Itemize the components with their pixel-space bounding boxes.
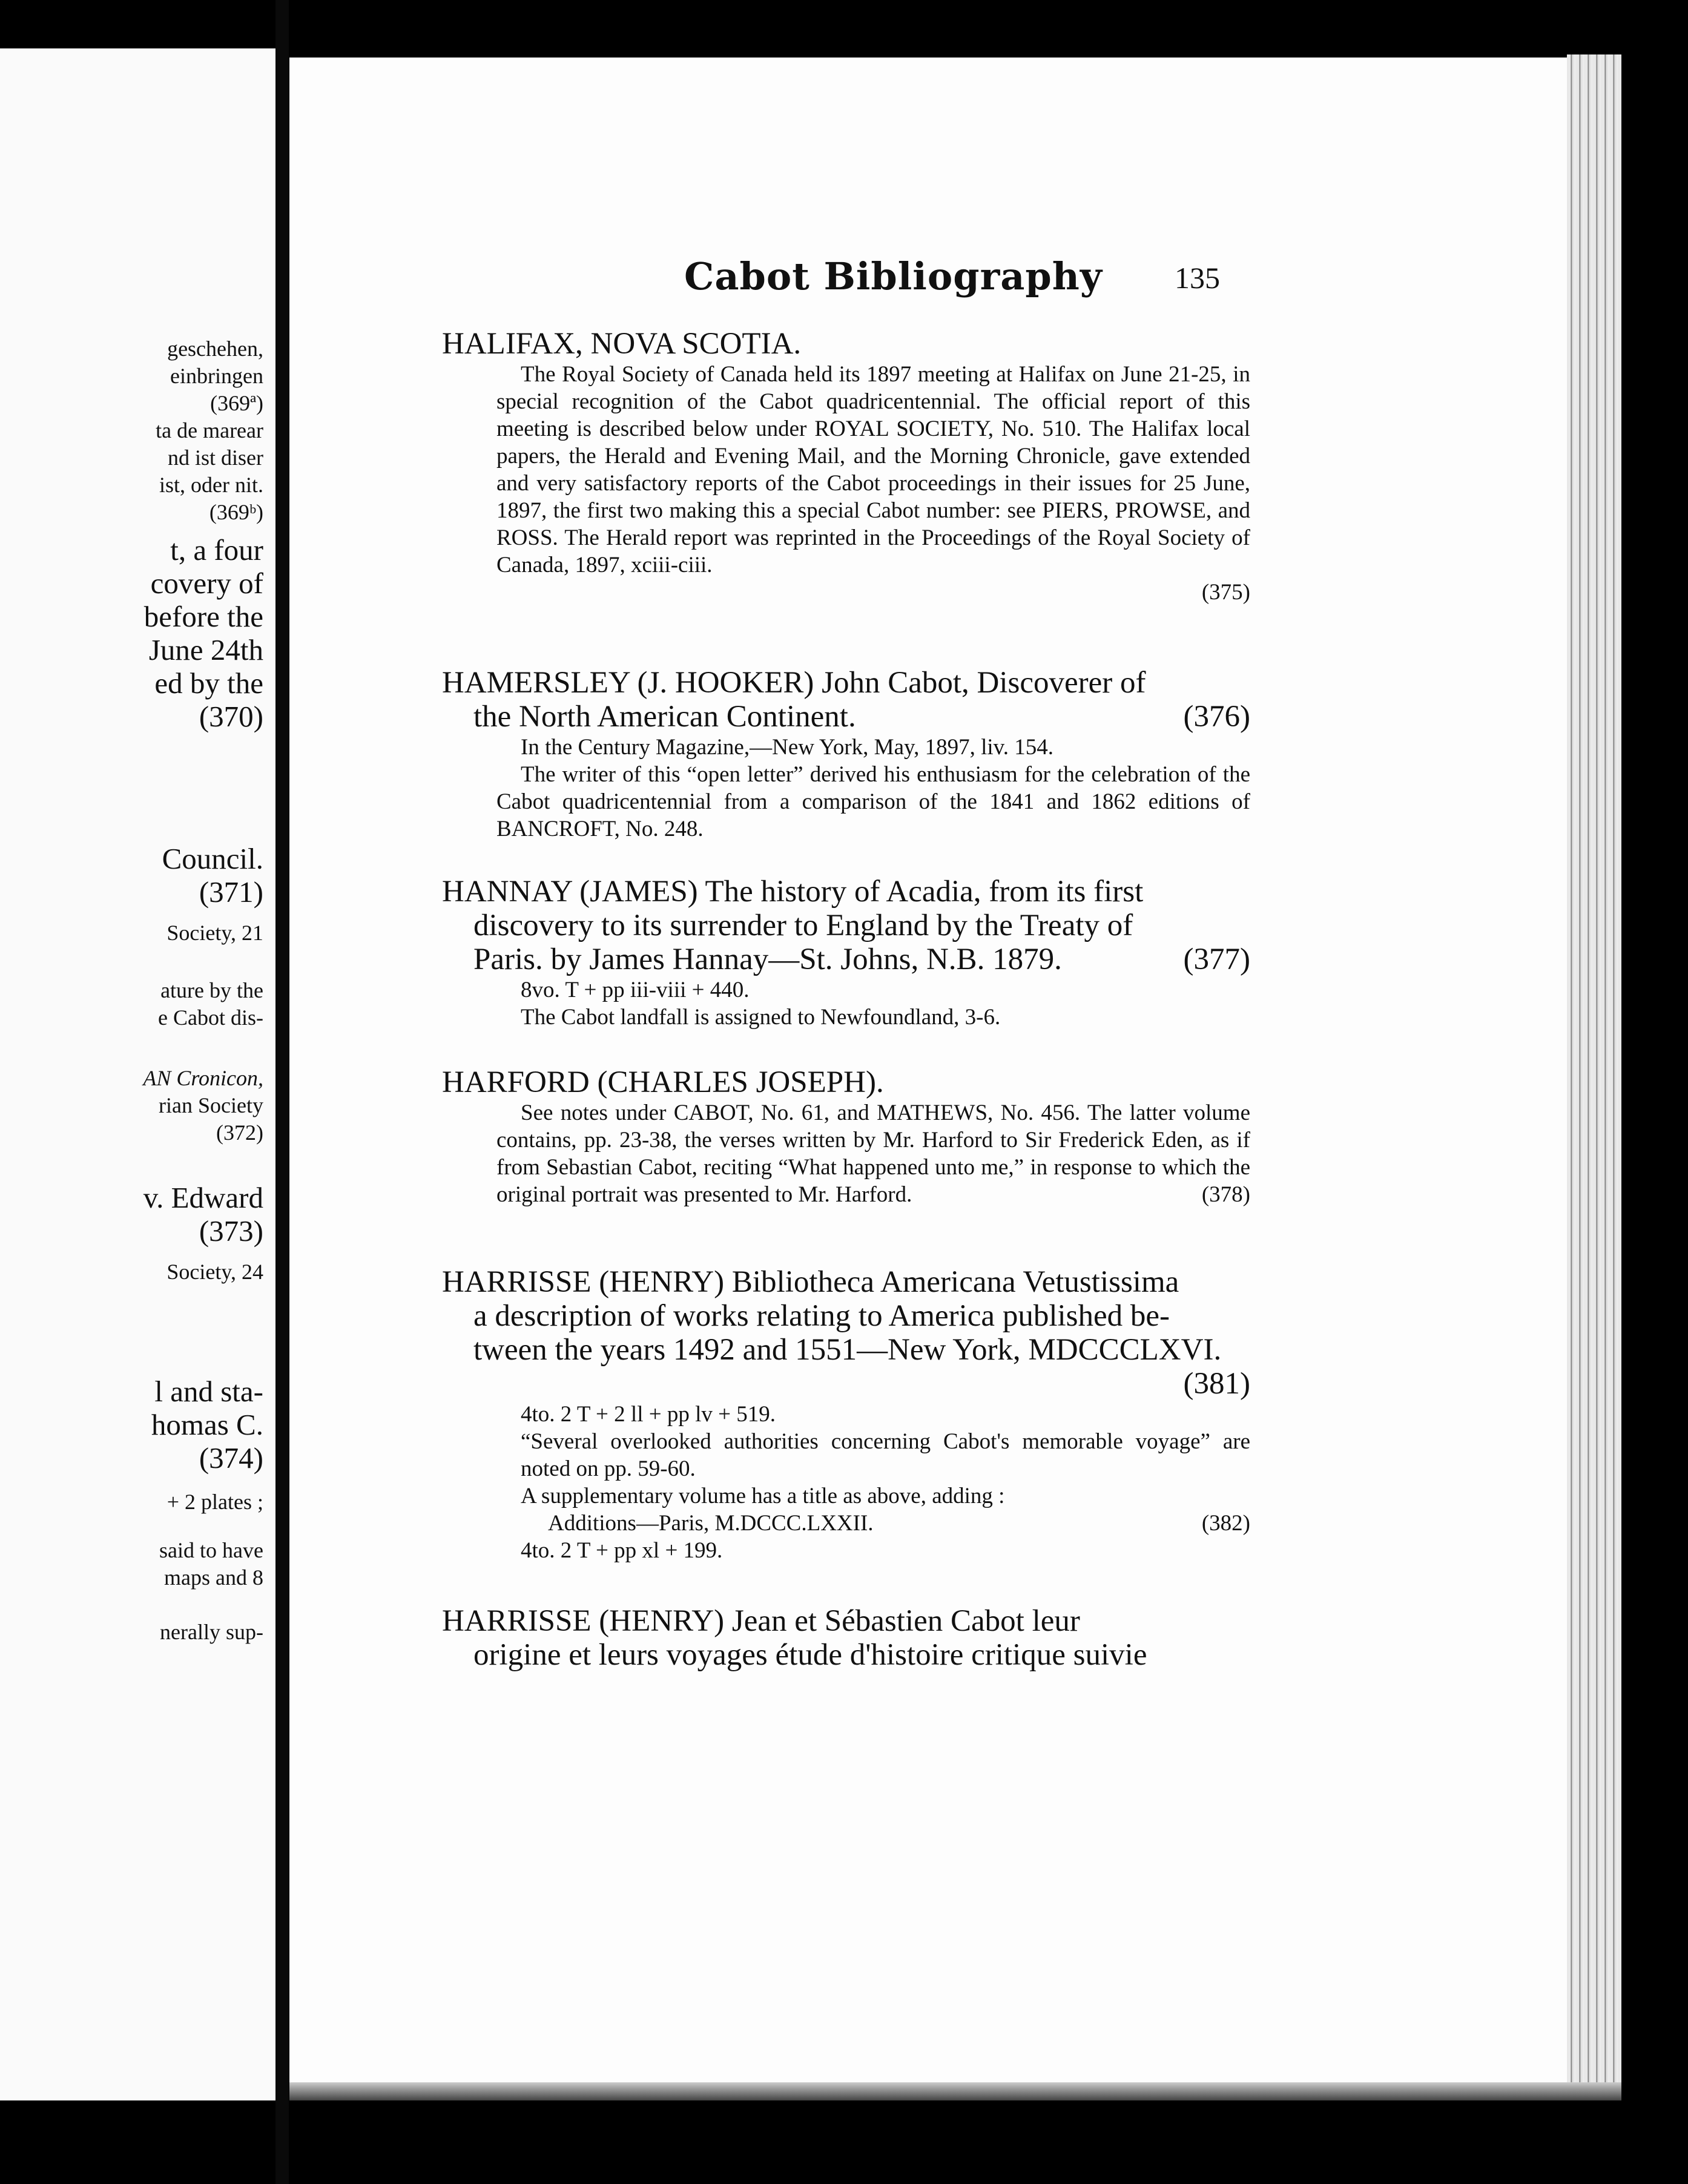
- left-fragment: geschehen,: [167, 337, 263, 361]
- left-fragment: nerally sup-: [160, 1620, 263, 1644]
- left-fragment: June 24th: [148, 633, 263, 666]
- left-fragment: (371): [199, 875, 263, 909]
- heading-line: origine et leurs voyages étude d'histoire critique suivie: [473, 1638, 1147, 1672]
- entry-quote: “Several overlooked authorities concerning Cabot's memorable voyage” are noted on pp. 59-60.: [521, 1429, 1250, 1481]
- entry-harrisse-jean: [442, 1604, 1250, 1672]
- page-edges: [1567, 54, 1621, 2100]
- heading-line: HANNAY (JAMES) The history of Acadia, from its first: [442, 875, 1144, 909]
- entry-number: (377): [1183, 942, 1250, 976]
- entry-body: The writer of this “open letter” derived his enthusiasm for the celebration of the Cabot quadricentennial from a comparison of the 1841 and 1862 editions of BANCROFT, No. 248.: [496, 762, 1250, 841]
- left-fragment: l and sta-: [154, 1375, 263, 1408]
- entry-number: (382): [1201, 1511, 1250, 1536]
- entry-heading: [442, 1604, 1250, 1672]
- left-fragment: ta de marear: [156, 418, 263, 442]
- heading-line: HAMERSLEY (J. HOOKER) John Cabot, Discoverer of: [442, 666, 1146, 700]
- left-fragment: nd ist diser: [168, 446, 263, 470]
- entry-harford: [442, 1065, 1250, 1208]
- entry-imprint: In the Century Magazine,—New York, May, 1897, liv. 154.: [521, 735, 1053, 760]
- left-fragment: covery of: [150, 567, 263, 600]
- left-fragment: Society, 24: [166, 1260, 263, 1284]
- left-fragment: (370): [199, 700, 263, 733]
- entry-hannay: [442, 875, 1250, 1031]
- entry-collation: 4to. 2 T + 2 ll + pp lv + 519.: [521, 1402, 776, 1427]
- heading-line: discovery to its surrender to England by the Treaty of: [473, 909, 1133, 942]
- left-fragment: v. Edward: [143, 1181, 263, 1214]
- entry-heading: [442, 666, 1250, 734]
- entry-body: The Cabot landfall is assigned to Newfoundland, 3-6.: [521, 1005, 1001, 1030]
- entry-number: (381): [1183, 1367, 1250, 1401]
- left-fragment: AN Cronicon,: [143, 1066, 263, 1090]
- entry-number: (376): [1183, 700, 1250, 734]
- entry-body: See notes under CABOT, No. 61, and MATHEWS, No. 456. The latter volume contains, pp. 23-38, the verses written by Mr. Harford to Sir Frederick Eden, as if from Sebastian Cabot, reciting “What happened unto me,” in response to which the original portrait was presented to Mr. Harford.: [496, 1100, 1250, 1207]
- entry-body: The Royal Society of Canada held its 1897 meeting at Halifax on June 21-25, in special recognition of the Cabot quadricentennial. The official report of this meeting is described below under ROYAL SOCIETY, No. 510. The Halifax local papers, the Herald and Evening Mail, and the Morning Chronicle, gave extended and very satisfactory reports of the Cabot proceedings in their issues for 25 June, 1897, the first two making this a special Cabot number: see PIERS, PROWSE, and ROSS. The Herald report was reprinted in the Proceedings of the Royal Society of Canada, 1897, xciii-ciii.: [496, 362, 1250, 577]
- entry-additions: [442, 1510, 1250, 1537]
- heading-line: [442, 700, 1250, 734]
- left-fragment: said to have: [159, 1538, 263, 1562]
- left-fragment: ature by the: [160, 978, 263, 1002]
- left-page: [0, 48, 275, 2100]
- entry-supplement: A supplementary volume has a title as above, adding :: [521, 1484, 1005, 1508]
- heading-line-text: the North American Continent.: [473, 700, 856, 734]
- heading-line: HARRISSE (HENRY) Jean et Sébastien Cabot leur: [442, 1604, 1080, 1638]
- heading-line: [442, 942, 1250, 976]
- additions-text: Additions—Paris, M.DCCC.LXXII.: [548, 1511, 874, 1536]
- left-fragment: (369ᵇ): [209, 500, 263, 524]
- page-bottom-shadow: [289, 2082, 1621, 2100]
- left-fragment: rian Society: [159, 1093, 263, 1117]
- left-fragment: + 2 plates ;: [166, 1490, 263, 1514]
- left-fragment: before the: [143, 600, 263, 633]
- left-fragment: (374): [199, 1441, 263, 1475]
- left-fragment: Society, 21: [166, 921, 263, 945]
- entry-number: (375): [1201, 580, 1250, 605]
- entry-collation: 8vo. T + pp iii-viii + 440.: [521, 978, 750, 1002]
- running-head-title: Cabot Bibliography: [684, 254, 1103, 298]
- entry-heading: [442, 1265, 1250, 1401]
- entry-heading: [442, 875, 1250, 976]
- entry-hamersley: [442, 666, 1250, 843]
- left-fragment: einbringen: [170, 364, 263, 388]
- left-fragment: ist, oder nit.: [159, 473, 263, 497]
- left-fragment: homas C.: [151, 1408, 263, 1441]
- left-fragment: maps and 8: [164, 1565, 263, 1590]
- left-fragment: (372): [216, 1120, 263, 1145]
- heading-line: tween the years 1492 and 1551—New York, MDCCCLXVI.: [473, 1333, 1222, 1367]
- entry-heading: HALIFAX, NOVA SCOTIA.: [442, 327, 802, 361]
- entry-harrisse-bibliotheca: [442, 1265, 1250, 1564]
- book-spine: [275, 0, 289, 2184]
- entry-number: (378): [1201, 1182, 1250, 1207]
- left-fragment: t, a four: [170, 533, 263, 567]
- heading-line: HARRISSE (HENRY) Bibliotheca Americana Vetustissima: [442, 1265, 1179, 1299]
- page-number: 135: [1175, 261, 1220, 295]
- left-fragment: Council.: [162, 842, 263, 875]
- heading-line: a description of works relating to America published be-: [473, 1299, 1170, 1333]
- left-fragment: e Cabot dis-: [158, 1005, 263, 1030]
- left-fragment: (373): [199, 1214, 263, 1248]
- entry-collation: 4to. 2 T + pp xl + 199.: [521, 1538, 723, 1563]
- entry-heading: HARFORD (CHARLES JOSEPH).: [442, 1065, 884, 1099]
- left-fragment: ed by the: [154, 666, 263, 700]
- entry-halifax: [442, 327, 1250, 606]
- left-fragment: (369ª): [210, 391, 263, 415]
- heading-line-text: Paris. by James Hannay—St. Johns, N.B. 1879.: [473, 942, 1062, 976]
